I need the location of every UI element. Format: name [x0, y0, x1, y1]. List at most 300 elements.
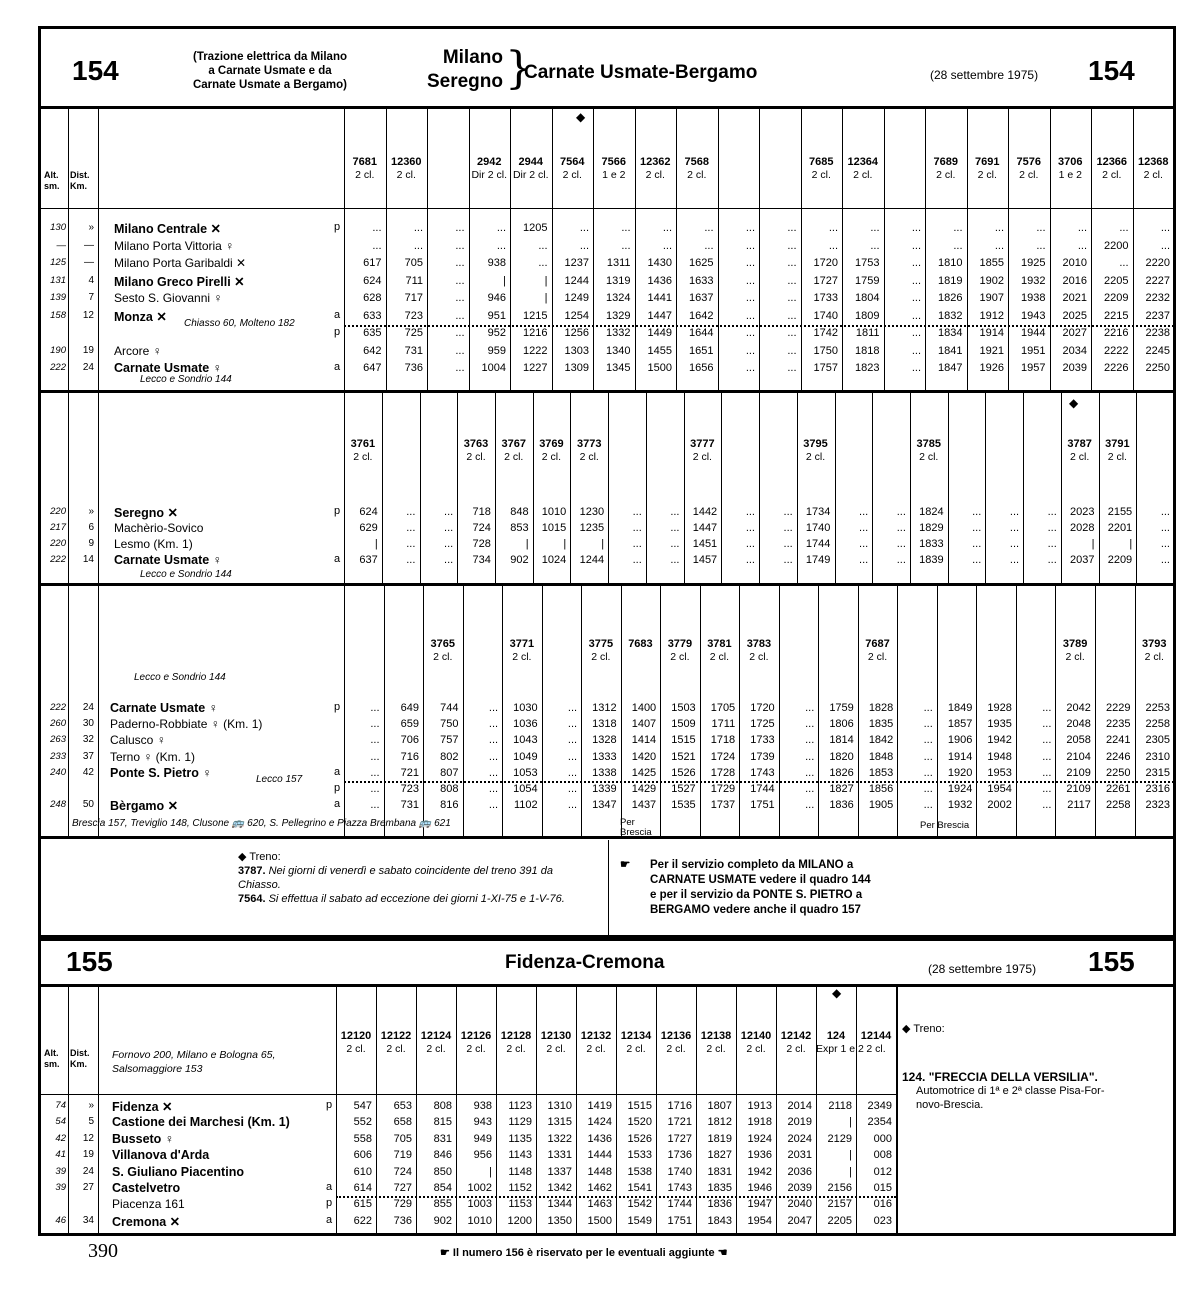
time-cell: 850 [433, 1165, 452, 1178]
time-cell: | [544, 292, 548, 304]
time-cell: 1457 [692, 554, 718, 566]
train-number: 7689 [933, 156, 958, 168]
train-class: 2 cl. [426, 1042, 446, 1055]
time-cell: 1744 [667, 1198, 692, 1211]
title-divider [40, 984, 1174, 987]
time-cell: 717 [404, 292, 423, 304]
time-cell: ... [579, 239, 589, 252]
distance: 12 [82, 309, 94, 321]
train-number: 12130 [540, 1030, 572, 1042]
time-cell: 624 [359, 506, 378, 518]
time-cell: 1015 [541, 522, 567, 534]
time-cell: 1812 [707, 1116, 732, 1129]
time-cell: 1835 [707, 1182, 732, 1194]
time-cell: | [544, 274, 548, 287]
time-cell: 1407 [631, 718, 657, 731]
train-number: 7568 [684, 156, 709, 168]
time-cell: 1733 [813, 292, 838, 304]
notes-divider [608, 840, 609, 935]
time-cell: | [849, 1165, 852, 1178]
train-header [593, 156, 635, 181]
train-header [616, 1030, 656, 1055]
time-cell: 622 [353, 1214, 372, 1227]
arr-dep-marker: a [334, 308, 341, 321]
time-cell: ... [923, 702, 933, 714]
time-cell: 2316 [1145, 783, 1170, 795]
time-cell: 2258 [1106, 799, 1131, 812]
train-header [910, 438, 948, 463]
time-cell: 1419 [587, 1100, 612, 1112]
train-class: 2 cl. [919, 450, 939, 463]
time-cell: 959 [487, 344, 506, 357]
time-cell: 1914 [979, 327, 1004, 339]
train-number: 3785 [916, 438, 941, 450]
time-cell: ... [455, 274, 465, 287]
note-3787-num: 3787. [238, 865, 266, 877]
time-cell: | [374, 538, 378, 550]
time-cell: 705 [393, 1132, 412, 1145]
distance: 34 [82, 1214, 94, 1226]
time-cell: 1742 [813, 327, 838, 339]
train-number: 3783 [746, 638, 772, 650]
time-cell: 624 [363, 274, 382, 287]
time-cell: 1447 [647, 309, 672, 322]
train-class: 2 cl. [687, 168, 707, 181]
time-cell: ... [1009, 538, 1020, 550]
time-cell: ... [455, 239, 465, 252]
time-cell: 1135 [508, 1132, 532, 1145]
time-cell: 2024 [787, 1132, 812, 1145]
time-cell: 2253 [1145, 702, 1170, 714]
time-cell: 1527 [671, 783, 696, 795]
time-cell: 848 [510, 506, 529, 518]
time-cell: 1721 [667, 1116, 692, 1129]
time-cell: 1053 [513, 766, 538, 779]
table-number-right: 154 [1088, 55, 1135, 86]
time-cell: 1436 [647, 274, 672, 287]
time-cell: ... [1042, 766, 1052, 779]
time-cell: 2241 [1106, 734, 1131, 747]
time-cell: ... [670, 522, 680, 534]
time-cell: 2238 [1145, 327, 1170, 339]
time-cell: 2226 [1104, 362, 1129, 374]
time-cell: ... [370, 766, 380, 779]
time-cell: ... [444, 522, 454, 534]
time-cell: 2227 [1145, 274, 1170, 287]
time-cell: | [563, 538, 567, 550]
time-cell: 2232 [1145, 292, 1170, 304]
train-number: 12364 [847, 156, 879, 168]
time-cell: 815 [433, 1116, 452, 1129]
time-cell: 1256 [564, 327, 589, 339]
time-cell: 1826 [938, 292, 963, 304]
time-cell: 1944 [1021, 327, 1046, 339]
train-header [457, 438, 495, 463]
distance: » [88, 222, 94, 233]
time-cell: | [849, 1149, 852, 1162]
time-cell: ... [972, 554, 982, 566]
time-cell: 1716 [667, 1100, 692, 1112]
time-cell: 628 [363, 292, 382, 304]
time-cell: ... [745, 522, 755, 534]
distance: 50 [82, 799, 94, 811]
time-cell: ... [413, 239, 423, 252]
time-cell: ... [896, 554, 906, 566]
time-cell: 1651 [689, 344, 714, 357]
time-cell: 1637 [689, 292, 714, 304]
distance: 24 [82, 702, 94, 713]
arr-dep-marker: a [326, 1213, 333, 1226]
time-cell: 2129 [827, 1132, 852, 1145]
train-number: 12124 [420, 1030, 452, 1042]
time-cell: 731 [404, 344, 423, 357]
time-cell: 807 [440, 766, 459, 779]
time-cell: ... [994, 239, 1004, 252]
time-cell: ... [579, 222, 589, 234]
train-number: 12122 [380, 1030, 412, 1042]
time-cell: 711 [405, 274, 423, 287]
altitude: 222 [50, 554, 66, 565]
time-cell: 1303 [564, 344, 589, 357]
time-cell: 1441 [647, 292, 672, 304]
time-cell: ... [994, 222, 1004, 234]
train-number: 3761 [350, 438, 376, 450]
time-cell: ... [444, 506, 454, 518]
time-cell: 2109 [1066, 766, 1091, 779]
train-header [502, 638, 542, 663]
traction-note-line: Carnate Usmate a Bergamo) [192, 79, 348, 91]
time-cell: 2039 [787, 1182, 812, 1194]
altitude: 263 [50, 734, 66, 746]
train-class: 2 cl. [346, 1042, 366, 1055]
time-cell: 1948 [987, 750, 1012, 763]
column-divider [98, 108, 99, 390]
time-cell: 946 [487, 292, 506, 304]
train-number: 7564 [560, 156, 585, 168]
time-cell: 2157 [827, 1198, 852, 1211]
time-cell: 1010 [541, 506, 567, 518]
distance: — [84, 239, 94, 251]
time-cell: 1400 [631, 702, 657, 714]
column-divider [1174, 393, 1175, 583]
time-cell: ... [632, 506, 642, 518]
notes-right-line: CARNATE USMATE vedere il quadro 144 [650, 874, 871, 886]
time-cell: 1430 [647, 257, 672, 269]
time-cell: ... [911, 239, 921, 252]
time-cell: 2042 [1066, 702, 1091, 714]
time-cell: 853 [510, 522, 529, 534]
station-name: Carnate Usmate ♀ [110, 701, 219, 715]
time-cell: 1847 [938, 362, 963, 374]
header-underline [40, 1094, 896, 1095]
time-cell: 1342 [547, 1182, 572, 1194]
altitude: 248 [50, 799, 66, 811]
time-cell: 1625 [689, 257, 714, 269]
time-cell: 1827 [829, 783, 854, 795]
time-cell: 1734 [805, 506, 831, 518]
time-cell: 2205 [1104, 274, 1129, 287]
train-number: 7685 [809, 156, 834, 168]
header-underline [40, 208, 1174, 209]
time-cell: ... [455, 327, 465, 339]
train-class: 2 cl. [466, 450, 486, 463]
train-header [700, 638, 740, 663]
train-class: 2 cl. [504, 450, 524, 463]
time-cell: 943 [473, 1116, 492, 1129]
time-cell: 1836 [829, 799, 854, 812]
time-cell: ... [911, 362, 921, 374]
time-cell: 1946 [747, 1182, 772, 1194]
train-class: 1 e 2 [1058, 168, 1082, 181]
time-cell: 1541 [627, 1182, 652, 1194]
train-header [967, 156, 1009, 181]
arr-dep-marker: a [334, 765, 341, 778]
train-class: 2 cl. [1070, 450, 1090, 463]
train-number: 3777 [690, 438, 715, 450]
time-cell: 1339 [592, 783, 617, 795]
train-class: 2 cl. [355, 168, 375, 181]
time-cell: 023 [873, 1214, 892, 1227]
time-cell: ... [1077, 239, 1087, 252]
time-cell: 1753 [855, 257, 880, 269]
time-cell: 2025 [1062, 309, 1087, 322]
arr-dep-marker: p [326, 1099, 333, 1111]
train-header [856, 1030, 896, 1055]
time-cell: ... [455, 309, 465, 322]
altitude: 125 [50, 257, 66, 268]
train-number: 3775 [588, 638, 614, 650]
time-cell: ... [1160, 538, 1170, 550]
time-cell: 1849 [947, 702, 973, 714]
train-header [676, 156, 718, 181]
time-cell: ... [455, 362, 465, 374]
notes-treno: ◆ Treno: [238, 851, 281, 863]
time-cell: 642 [363, 344, 382, 357]
arr-dep-marker: p [334, 505, 341, 517]
distance: 30 [82, 718, 94, 730]
time-cell: 552 [353, 1116, 372, 1129]
time-cell: ... [1042, 750, 1052, 763]
time-cell: 2261 [1106, 783, 1131, 795]
time-cell: 1200 [507, 1214, 532, 1227]
time-cell: 1943 [1021, 309, 1046, 322]
station-name: Arcore ♀ [114, 343, 162, 358]
time-cell: 1319 [606, 274, 631, 287]
altitude: — [56, 239, 66, 251]
time-cell: 1953 [987, 766, 1012, 779]
time-cell: 2237 [1145, 309, 1170, 322]
lecco-note: Lecco e Sondrio 144 [140, 374, 232, 385]
time-cell: 2250 [1106, 766, 1131, 779]
altitude: 74 [55, 1100, 66, 1111]
note-7564-text: Si effettua il sabato ad eccezione dei giorni 1-XI-75 e 1-V-76. [268, 893, 565, 905]
time-cell: ... [923, 783, 933, 795]
time-cell: ... [1077, 222, 1087, 234]
time-cell: ... [1047, 554, 1057, 566]
time-cell: 1814 [829, 734, 854, 747]
time-cell: 1345 [606, 362, 631, 374]
train-class: 2 cl. [562, 168, 582, 181]
time-cell: 1932 [947, 799, 973, 812]
time-cell: | [1129, 538, 1133, 550]
time-cell: ... [1160, 554, 1170, 566]
time-cell: ... [538, 239, 548, 252]
time-cell: ... [745, 309, 755, 322]
time-cell: ... [444, 538, 454, 550]
time-cell: 1855 [979, 257, 1004, 269]
time-cell: 1152 [508, 1182, 532, 1194]
time-cell: 816 [440, 799, 459, 812]
time-cell: 000 [873, 1132, 892, 1145]
time-cell: 1809 [855, 309, 880, 322]
time-cell: ... [496, 222, 506, 234]
train-number: 12120 [340, 1030, 372, 1042]
time-cell: 1737 [710, 799, 736, 812]
train-header [456, 1030, 496, 1055]
train-header [344, 438, 382, 463]
time-cell: 1954 [987, 783, 1012, 795]
time-cell: ... [911, 327, 921, 339]
time-cell: 719 [393, 1149, 412, 1162]
time-cell: 1918 [747, 1116, 772, 1129]
time-cell: 1720 [813, 257, 838, 269]
time-cell: ... [859, 554, 869, 566]
time-cell: 1954 [747, 1214, 772, 1227]
train-number: 3765 [430, 638, 455, 650]
notes-right-line: BERGAMO vedere anche il quadro 157 [650, 904, 861, 916]
time-cell: 1331 [547, 1149, 572, 1162]
time-cell: 734 [472, 554, 491, 566]
time-cell: ... [406, 522, 416, 534]
train-number: 7566 [601, 156, 626, 168]
time-cell: 1030 [513, 702, 538, 714]
train-class: 2 cl. [706, 1042, 726, 1055]
time-cell: 2155 [1107, 506, 1133, 518]
time-cell: ... [745, 292, 755, 304]
time-cell: 1749 [805, 554, 831, 566]
station-name: Piacenza 161 [112, 1197, 185, 1212]
train-number: 12142 [780, 1030, 812, 1042]
time-cell: ... [372, 239, 382, 252]
time-cell: 1315 [547, 1116, 572, 1129]
time-cell: 2048 [1066, 718, 1091, 731]
route-a-line: Seregno [426, 71, 503, 92]
time-cell: ... [1160, 522, 1170, 534]
time-cell: ... [1042, 734, 1052, 747]
column-divider [98, 393, 99, 583]
column-divider [68, 986, 69, 1234]
time-cell: 1751 [750, 799, 775, 812]
train-header [376, 1030, 416, 1055]
time-cell: 1727 [667, 1132, 692, 1145]
column-divider [68, 586, 69, 836]
time-cell: ... [567, 718, 578, 731]
time-cell: 1143 [508, 1149, 532, 1162]
time-cell: 831 [433, 1132, 452, 1145]
pointer-icon: ☛ [620, 859, 631, 871]
time-cell: 1521 [671, 750, 696, 763]
station-name: Sesto S. Giovanni ♀ [114, 291, 223, 305]
train-header [536, 1030, 576, 1055]
time-cell: 1002 [467, 1182, 492, 1194]
train-number: 3789 [1062, 638, 1088, 650]
time-cell: ... [1042, 783, 1052, 795]
time-cell: 1920 [947, 766, 973, 779]
time-cell: ... [538, 257, 548, 269]
train-header [816, 1030, 864, 1055]
train-number: 3773 [576, 438, 602, 450]
distance: 6 [88, 522, 94, 533]
column-divider [68, 108, 69, 390]
time-cell: 558 [353, 1132, 372, 1145]
time-cell: 2310 [1145, 750, 1170, 763]
time-cell: 723 [404, 309, 423, 322]
time-cell: 1928 [987, 702, 1012, 714]
time-cell: ... [805, 783, 815, 795]
time-cell: 2205 [827, 1214, 852, 1227]
col-dist-header: Dist. Km. [70, 1048, 90, 1069]
distance: 4 [88, 274, 94, 286]
time-cell: 2349 [867, 1100, 892, 1112]
time-cell: 1244 [564, 274, 589, 287]
time-cell: ... [805, 702, 815, 714]
time-cell: 2037 [1070, 554, 1095, 566]
train-header [576, 1030, 616, 1055]
time-cell: 1429 [631, 783, 657, 795]
station-name: Terno ♀ (Km. 1) [110, 749, 196, 764]
time-cell: 1333 [592, 750, 617, 763]
time-cell: ... [828, 222, 838, 234]
train-number: 124 [826, 1030, 846, 1042]
time-cell: ... [896, 506, 906, 518]
train-number: 12360 [390, 156, 422, 168]
time-cell: 2305 [1145, 734, 1170, 747]
arr-dep-marker: a [334, 553, 341, 565]
time-cell: 1826 [829, 766, 854, 779]
time-cell: 1820 [829, 750, 854, 763]
train-number: 3793 [1142, 638, 1167, 650]
time-cell: 1633 [689, 274, 714, 287]
altitude: 260 [50, 718, 66, 730]
time-cell: ... [787, 292, 797, 304]
route-b: Carnate Usmate-Bergamo [524, 62, 758, 83]
station-name: Busseto ♀ [112, 1131, 175, 1146]
time-cell: 1148 [508, 1165, 532, 1178]
time-cell: 1249 [564, 292, 589, 304]
train-header [776, 1030, 816, 1055]
time-cell: 1935 [987, 718, 1012, 731]
time-cell: 1526 [671, 766, 696, 779]
time-cell: 008 [873, 1149, 892, 1162]
table-155-note-train: 124. "FRECCIA DELLA VERSILIA". [902, 1070, 1098, 1084]
col-alt-header: Alt. sm. [44, 1048, 60, 1069]
train-header [423, 638, 463, 663]
time-cell: 1656 [689, 362, 714, 374]
time-cell: 1153 [508, 1198, 532, 1211]
time-cell: 1123 [508, 1100, 532, 1112]
time-cell: 1328 [592, 734, 617, 747]
station-name: Monza ✕ [114, 309, 167, 324]
time-cell: ... [745, 222, 755, 234]
train-class: 2 cl. [666, 1042, 686, 1055]
time-cell: 2031 [787, 1149, 812, 1162]
time-cell: 729 [393, 1198, 412, 1211]
time-cell: 1902 [979, 274, 1004, 287]
time-cell: ... [370, 783, 380, 795]
altitude: 130 [50, 222, 66, 233]
time-cell: 1102 [513, 799, 538, 812]
time-cell: 1347 [592, 799, 617, 812]
